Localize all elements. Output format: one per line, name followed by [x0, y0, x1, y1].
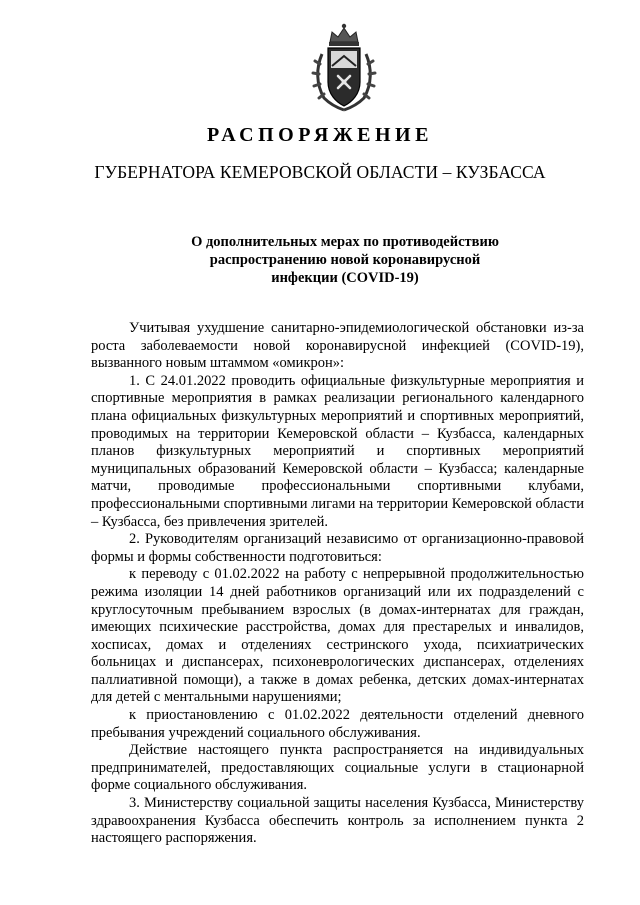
body-paragraph: Учитывая ухудшение санитарно-эпидемиологической обстановки из-за роста заболеваемости новой коронавирусной инфекцией (COVID-19), вызванного новым штаммом «омикрон»: [91, 320, 584, 372]
document-heading [150, 233, 540, 287]
body-paragraph: к приостановлению с 01.02.2022 деятельности отделений дневного пребывания учреждений социального обслуживания. [91, 707, 584, 741]
heading-line: инфекции (COVID-19) [271, 270, 419, 286]
body-paragraph: к переводу с 01.02.2022 на работу с непрерывной продолжительностью режима изоляции 14 дней работников организаций или их подразделений с круглосуточным пребыванием взрослых (в домах-интернатах для граждан, имеющих психические расстройства, домах для престарелых и инвалидов, хосписах, домах и отделениях сестринского ухода, психиатрических больницах и диспансерах, психоневрологических диспансерах, отделениях паллиативной помощи), а также в домах ребенка, детских домах-интернатах для детей с ментальными нарушениями; [91, 566, 584, 706]
document-subtitle: ГУБЕРНАТОРА КЕМЕРОВСКОЙ ОБЛАСТИ – КУЗБАССА [94, 162, 546, 182]
coat-of-arms-icon [310, 20, 378, 112]
body-paragraph: Действие настоящего пункта распространяется на индивидуальных предпринимателей, предоставляющих социальные услуги в стационарной форме социального обслуживания. [91, 742, 584, 794]
document-title: РАСПОРЯЖЕНИЕ [207, 124, 433, 146]
document-body [91, 320, 584, 848]
body-paragraph: 2. Руководителям организаций независимо от организационно-правовой формы и формы собственности подготовиться: [91, 531, 584, 565]
body-paragraph: 3. Министерству социальной защиты населения Кузбасса, Министерству здравоохранения Кузбасса обеспечить контроль за исполнением пункта 2 настоящего распоряжения. [91, 795, 584, 847]
body-paragraph: 1. С 24.01.2022 проводить официальные физкультурные мероприятия и спортивные мероприятия в рамках реализации регионального календарного плана официальных физкультурных мероприятий и спортивных мероприятий, проводимых на территории Кемеровской области – Кузбасса, календарных планов физкультурных мероприятий и спортивных мероприятий муниципальных образований Кемеровской области – Кузбасса; календарные матчи, проводимые профессиональными спортивными клубами, профессиональными спортивными лигами на территории Кемеровской области – Кузбасса, без привлечения зрителей. [91, 372, 584, 530]
heading-line: О дополнительных мерах по противодействию [191, 234, 499, 250]
heading-line: распространению новой коронавирусной [209, 252, 481, 268]
